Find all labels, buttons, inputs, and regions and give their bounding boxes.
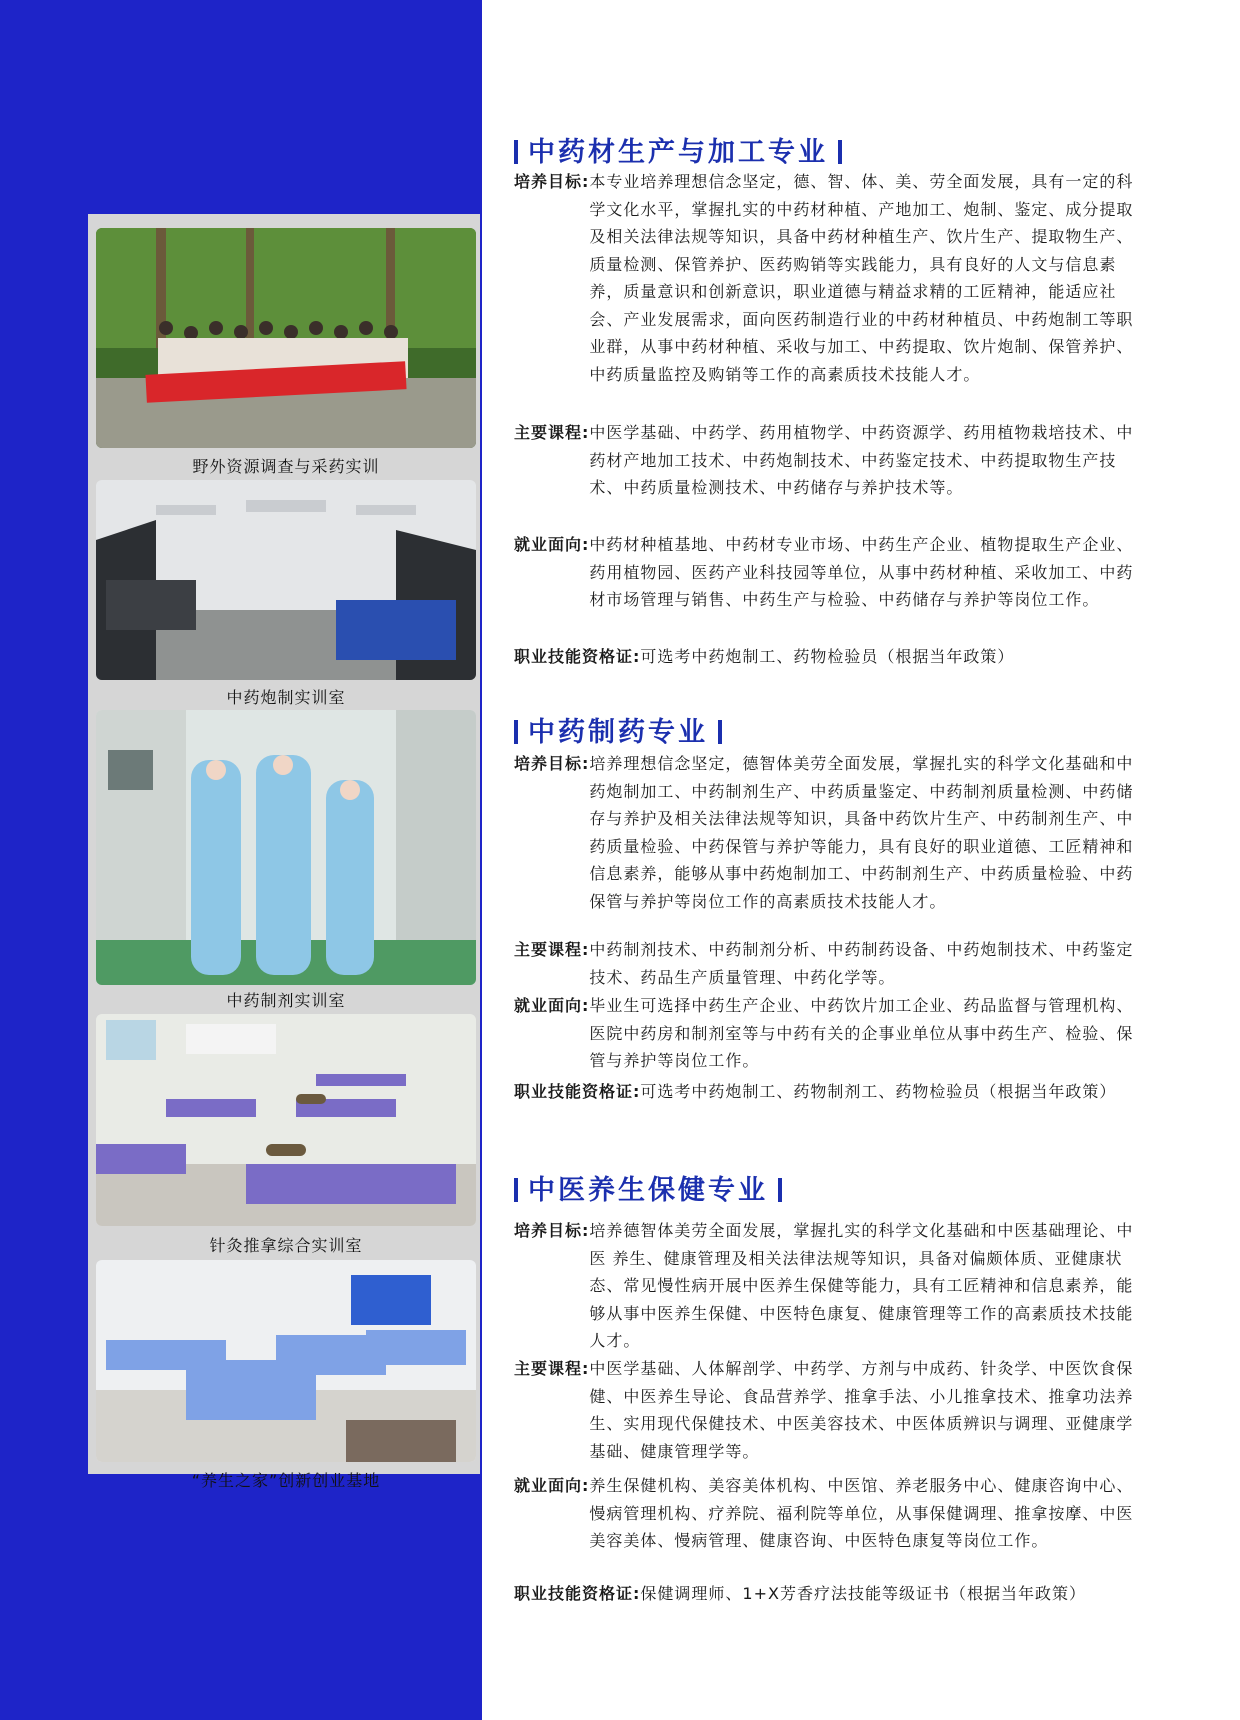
outdoor-group-photo bbox=[96, 228, 476, 448]
massage-room-photo bbox=[96, 1014, 476, 1226]
job-text: 毕业生可选择中药生产企业、中药饮片加工企业、药品监督与管理机构、医院中药房和制剂室等与中药有关的企事业单位从事中药生产、检验、保管与养护等岗位工作。 bbox=[589, 996, 1134, 1070]
course-text: 中医学基础、中药学、药用植物学、中药资源学、药用植物栽培技术、中药材产地加工技术、中药炮制技术、中药鉴定技术、中药提取物生产技术、中药质量检测技术、中药储存与养护技术等。 bbox=[589, 423, 1134, 497]
section-title-text: 中药材生产与加工专业 bbox=[528, 137, 828, 168]
section1-jobs bbox=[514, 531, 1144, 614]
section1-courses bbox=[514, 419, 1144, 502]
wellness-room-photo bbox=[96, 1260, 476, 1462]
lab-photo bbox=[96, 480, 476, 680]
cert-label: 职业技能资格证: bbox=[514, 1082, 641, 1101]
goal-text: 培养理想信念坚定，德智体美劳全面发展，掌握扎实的科学文化基础和中药炮制加工、中药制剂生产、中药质量鉴定、中药制剂质量检测、中药储存与养护及相关法律法规等知识，具备中药饮片生产、中药制剂生产、中药质量检验、中药保管与养护等能力，具有良好的职业道德、工匠精神和信息素养，能够从事中药炮制加工、中药制剂生产、中药质量检验、中药保管与养护等岗位工作的高素质技术技能人才。 bbox=[589, 754, 1134, 911]
photo-caption-2: 中药炮制实训室 bbox=[226, 688, 346, 707]
photo-caption-3: 中药制剂实训室 bbox=[226, 991, 346, 1010]
title-bar-left bbox=[514, 1178, 518, 1202]
course-label: 主要课程: bbox=[514, 940, 590, 959]
section3-courses bbox=[514, 1355, 1144, 1465]
goal-label: 培养目标: bbox=[514, 1221, 590, 1240]
course-text: 中医学基础、人体解剖学、中药学、方剂与中成药、针灸学、中医饮食保健、中医养生导论、食品营养学、推拿手法、小儿推拿技术、推拿功法养生、实用现代保健技术、中医美容技术、中医体质辨识与调理、亚健康学基础、健康管理学等。 bbox=[589, 1359, 1134, 1461]
title-bar-right bbox=[838, 140, 842, 164]
goal-label: 培养目标: bbox=[514, 172, 590, 191]
title-bar-left bbox=[514, 720, 518, 744]
cleanroom-photo bbox=[96, 710, 476, 985]
section2-jobs bbox=[514, 992, 1144, 1075]
photo-caption-1: 野外资源调查与采药实训 bbox=[192, 457, 380, 476]
cert-text: 可选考中药炮制工、药物制剂工、药物检验员（根据当年政策） bbox=[640, 1082, 1117, 1101]
title-bar-right bbox=[718, 720, 722, 744]
job-label: 就业面向: bbox=[514, 535, 590, 554]
job-text: 养生保健机构、美容美体机构、中医馆、养老服务中心、健康咨询中心、慢病管理机构、疗养院、福利院等单位，从事保健调理、推拿按摩、中医美容美体、慢病管理、健康咨询、中医特色康复等岗位工作。 bbox=[589, 1476, 1134, 1550]
photo-caption-5: “养生之家”创新创业基地 bbox=[191, 1471, 381, 1490]
job-label: 就业面向: bbox=[514, 1476, 590, 1495]
section3-cert bbox=[514, 1580, 1144, 1608]
section2-courses bbox=[514, 936, 1144, 991]
section-title-text: 中药制药专业 bbox=[528, 717, 708, 748]
goal-text: 培养德智体美劳全面发展，掌握扎实的科学文化基础和中医基础理论、中医 养生、健康管理及相关法律法规等知识，具备对偏颇体质、亚健康状态、常见慢性病开展中医养生保健等能力，具有工匠精神和信息素养，能够从事中医养生保健、中医特色康复、健康管理等工作的高素质技术技能人才。 bbox=[589, 1221, 1134, 1350]
section-title-text: 中医养生保健专业 bbox=[528, 1175, 768, 1206]
title-bar-right bbox=[778, 1178, 782, 1202]
job-text: 中药材种植基地、中药材专业市场、中药生产企业、植物提取生产企业、药用植物园、医药产业科技园等单位，从事中药材种植、采收加工、中药材市场管理与销售、中药生产与检验、中药储存与养护等岗位工作。 bbox=[589, 535, 1134, 609]
section-title-1 bbox=[514, 130, 852, 169]
course-text: 中药制剂技术、中药制剂分析、中药制药设备、中药炮制技术、中药鉴定技术、药品生产质量管理、中药化学等。 bbox=[589, 940, 1134, 987]
photo-caption-4: 针灸推拿综合实训室 bbox=[209, 1236, 363, 1255]
title-bar-left bbox=[514, 140, 518, 164]
section-title-3 bbox=[514, 1168, 792, 1207]
section1-goal bbox=[514, 168, 1144, 388]
section3-jobs bbox=[514, 1472, 1144, 1555]
cert-label: 职业技能资格证: bbox=[514, 647, 641, 666]
cert-label: 职业技能资格证: bbox=[514, 1584, 641, 1603]
section1-cert bbox=[514, 643, 1144, 671]
cert-text: 可选考中药炮制工、药物检验员（根据当年政策） bbox=[640, 647, 1015, 666]
course-label: 主要课程: bbox=[514, 423, 590, 442]
section-title-2 bbox=[514, 710, 732, 749]
goal-label: 培养目标: bbox=[514, 754, 590, 773]
job-label: 就业面向: bbox=[514, 996, 590, 1015]
course-label: 主要课程: bbox=[514, 1359, 590, 1378]
cert-text: 保健调理师、1+X芳香疗法技能等级证书（根据当年政策） bbox=[640, 1584, 1086, 1603]
section2-goal bbox=[514, 750, 1144, 915]
section3-goal bbox=[514, 1217, 1144, 1355]
goal-text: 本专业培养理想信念坚定，德、智、体、美、劳全面发展，具有一定的科学文化水平，掌握扎实的中药材种植、产地加工、炮制、鉴定、成分提取及相关法律法规等知识，具备中药材种植生产、饮片生产、提取物生产、质量检测、保管养护、医药购销等实践能力，具有良好的人文与信息素养，质量意识和创新意识，职业道德与精益求精的工匠精神，能适应社会、产业发展需求，面向医药制造行业的中药材种植员、中药炮制工等职业群，从事中药材种植、采收与加工、中药提取、饮片炮制、保管养护、中药质量监控及购销等工作的高素质技术技能人才。 bbox=[589, 172, 1134, 384]
section2-cert bbox=[514, 1078, 1144, 1106]
